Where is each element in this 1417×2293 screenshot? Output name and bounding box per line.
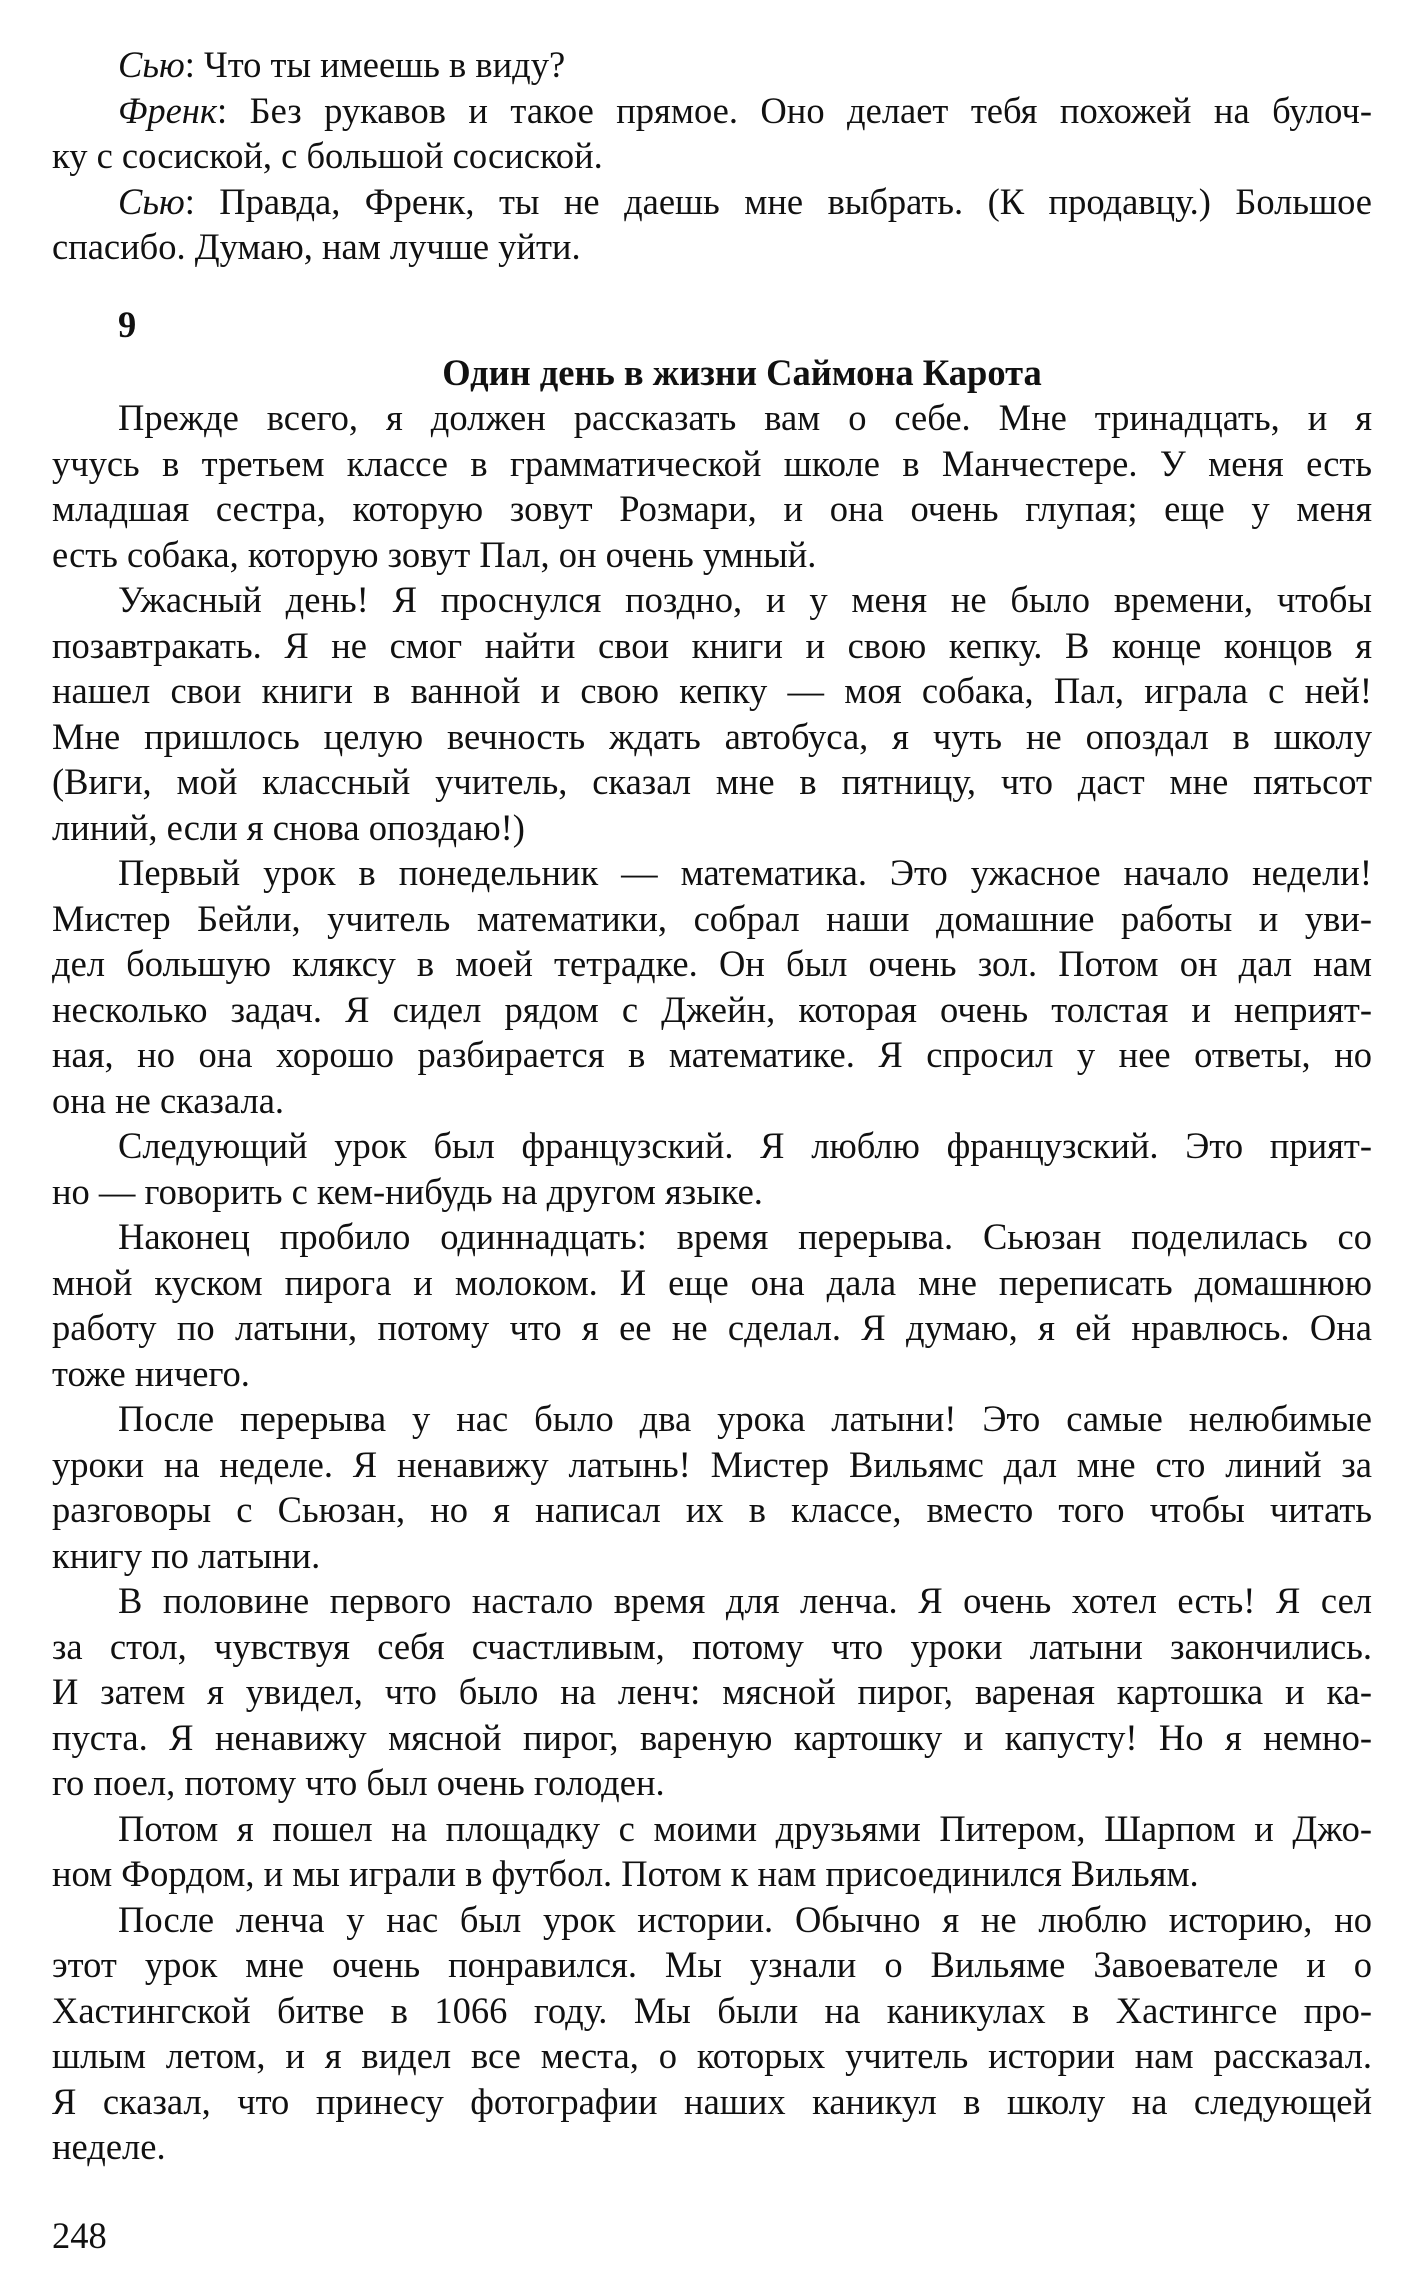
dialogue-text: : Правда, Френк, ты не даешь мне выбрать. (К продавцу.) Большое [184,180,1372,222]
speaker-name: Френк [118,89,217,131]
paragraph-line: Прежде всего, я должен рассказать вам о себе. Мне тринадцать, и я [118,397,1372,438]
paragraph-line: младшая сестра, которую зовут Розмари, и она очень глупая; еще у меня [52,488,1372,529]
paragraph-line: Хастингской битве в 1066 году. Мы были на каникулах в Хастингсе про- [52,1989,1372,2031]
paragraph-line: книгу по латыни. [52,1534,321,1576]
dialogue-text: : Что ты имеешь в виду? [184,44,566,85]
book-page [52,42,1372,2170]
paragraph-line: она не сказала. [52,1079,285,1121]
paragraph-line: Я сказал, что принесу фотографии наших каникул в школу на следующей [52,2080,1372,2122]
paragraph-line: Мне пришлось целую вечность ждать автобуса, я чуть не опоздал в школу [52,715,1372,757]
speaker-name: Сью [118,44,185,85]
paragraph-line: тоже ничего. [52,1352,250,1394]
paragraph-line: уроки на неделе. Я ненавижу латынь! Мистер Вильямс дал мне сто линий за [52,1443,1372,1485]
paragraph-line: этот урок мне очень понравился. Мы узнали о Вильяме Завоевателе и о [52,1944,1372,1985]
paragraph-line: позавтракать. Я не смог найти свои книги и свою кепку. В конце концов я [52,624,1372,666]
paragraph-line: пуста. Я ненавижу мясной пирог, вареную картошку и капусту! Но я немно- [52,1716,1372,1758]
paragraph [52,1396,1372,1578]
paragraph-line: за стол, чувствуя себя счастливым, потому что уроки латыни закончились. [52,1625,1372,1667]
paragraph-line: В половине первого настало время для ленча. Я очень хотел есть! Я сел [118,1580,1372,1621]
paragraph-line: ном Фордом, и мы играли в футбол. Потом к нам присоединился Вильям. [52,1853,1199,1894]
story-body [52,395,1372,2170]
dialogue-text: : Без рукавов и такое прямое. Оно делает тебя похожей на булоч- [217,89,1372,131]
paragraph [52,850,1372,1123]
paragraph [52,1123,1372,1214]
paragraph [52,1214,1372,1396]
paragraph-line: шлым летом, и я видел все места, о которых учитель истории нам рассказал. [52,2035,1372,2076]
paragraph [52,1578,1372,1806]
dialogue-line-sue-2 [52,179,1372,270]
page-number: 248 [52,2215,107,2256]
paragraph-line: есть собака, которую зовут Пал, он очень умный. [52,533,817,575]
section-title: Один день в жизни Саймона Карота [442,351,1042,393]
speaker-name: Сью [118,180,185,222]
section-number: 9 [118,303,137,345]
paragraph-line: Потом я пошел на площадку с моими друзьями Питером, Шарпом и Джо- [118,1807,1372,1849]
paragraph [52,1806,1372,1897]
paragraph [52,395,1372,577]
paragraph-line: (Виги, мой классный учитель, сказал мне в пятницу, что даст мне пятьсот [52,761,1372,802]
dialogue-line-frank [52,88,1372,179]
paragraph-line: но — говорить с кем-нибудь на другом языке. [52,1170,763,1212]
paragraph-line: несколько задач. Я сидел рядом с Джейн, которая очень толстая и неприят- [52,988,1372,1030]
dialogue-line [52,88,1372,134]
paragraph-line: го поел, потому что был очень голоден. [52,1762,665,1803]
dialogue-line-sue-1 [52,42,1372,88]
dialogue-line [52,42,1372,88]
paragraph [52,1897,1372,2170]
paragraph-line: Первый урок в понедельник — математика. Это ужасное начало недели! [118,852,1372,893]
paragraph-line: После перерыва у нас было два урока латыни! Это самые нелюбимые [118,1398,1372,1439]
paragraph-line: Ужасный день! Я проснулся поздно, и у меня не было времени, чтобы [118,579,1372,620]
paragraph-line: линий, если я снова опоздаю!) [52,806,525,848]
paragraph-line: мной куском пирога и молоком. И еще она дала мне переписать домашнюю [52,1261,1372,1303]
paragraph-line: Следующий урок был французский. Я люблю французский. Это прият- [118,1125,1372,1166]
paragraph-line: И затем я увидел, что было на ленч: мясной пирог, вареная картошка и ка- [52,1671,1372,1712]
paragraph-line: неделе. [52,2126,166,2167]
paragraph-line: После ленча у нас был урок истории. Обычно я не люблю историю, но [118,1898,1372,1940]
dialogue-line-cont: ку с сосиской, с большой сосиской. [52,135,603,176]
paragraph-line: дел большую кляксу в моей тетрадке. Он был очень зол. Потом он дал нам [52,943,1372,984]
paragraph-line: Мистер Бейли, учитель математики, собрал наши домашние работы и уви- [52,897,1372,939]
paragraph-line: ная, но она хорошо разбирается в математике. Я спросил у нее ответы, но [52,1034,1372,1075]
paragraph-line: разговоры с Сьюзан, но я написал их в классе, вместо того чтобы читать [52,1489,1372,1530]
paragraph-line: нашел свои книги в ванной и свою кепку — моя собака, Пал, играла с ней! [52,670,1372,711]
paragraph-line: учусь в третьем классе в грамматической школе в Манчестере. У меня есть [52,442,1372,484]
paragraph [52,577,1372,850]
paragraph-line: работу по латыни, потому что я ее не сделал. Я думаю, я ей нравлюсь. Она [52,1307,1372,1348]
paragraph-line: Наконец пробило одиннадцать: время перерыва. Сьюзан поделилась со [118,1216,1372,1257]
dialogue-line-cont: спасибо. Думаю, нам лучше уйти. [52,226,581,267]
dialogue-line [52,179,1372,225]
